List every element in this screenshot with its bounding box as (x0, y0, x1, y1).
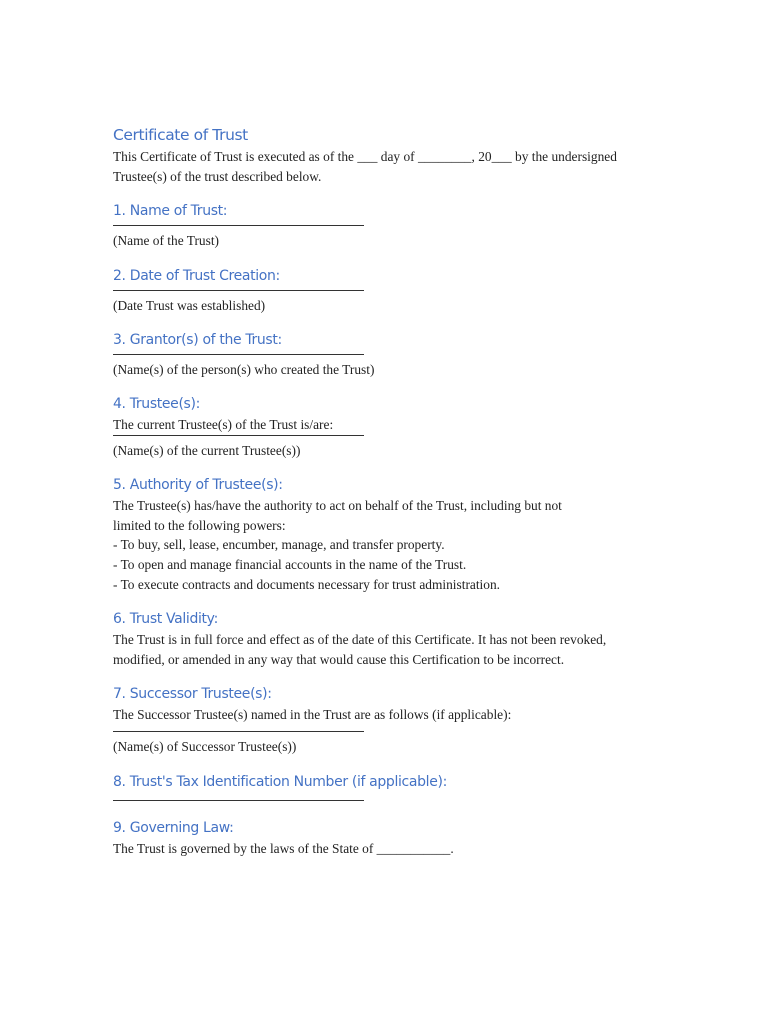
tax-id-blank-line (113, 800, 364, 801)
trustees-text: The current Trustee(s) of the Trust is/are: (113, 416, 334, 432)
successors-caption: (Name(s) of Successor Trustee(s)) (113, 738, 297, 754)
intro-line-1: This Certificate of Trust is executed as of the ___ day of ________, 20___ by the undersigned (113, 149, 617, 164)
validity-line-1: The Trust is in full force and effect as of the date of this Certificate. It has not been revoked, (113, 632, 607, 648)
authority-bullet: - To open and manage financial accounts in the name of the Trust. (113, 556, 467, 572)
heading-tax-identification-number: 8. Trust's Tax Identification Number (if applicable): (113, 773, 447, 790)
heading-authority-of-trustees: 5. Authority of Trustee(s): (113, 477, 283, 494)
document-title: Certificate of Trust (113, 126, 248, 144)
successors-text: The Successor Trustee(s) named in the Trust are as follows (if applicable): (113, 707, 512, 723)
governing-law-text: The Trust is governed by the laws of the State of ___________. (113, 840, 454, 856)
name-of-trust-blank-line (113, 225, 364, 226)
authority-line-2: limited to the following powers: (113, 517, 286, 533)
heading-governing-law: 9. Governing Law: (113, 819, 234, 836)
authority-bullet: - To execute contracts and documents necessary for trust administration. (113, 576, 501, 592)
authority-line-1: The Trustee(s) has/have the authority to act on behalf of the Trust, including but not (113, 498, 562, 514)
validity-line-2: modified, or amended in any way that would cause this Certification to be incorrect. (113, 651, 565, 667)
grantors-blank-line (113, 354, 364, 355)
heading-trustees: 4. Trustee(s): (113, 395, 200, 412)
name-of-trust-caption: (Name of the Trust) (113, 233, 219, 249)
heading-name-of-trust: 1. Name of Trust: (113, 203, 228, 220)
date-of-creation-caption: (Date Trust was established) (113, 297, 266, 313)
document-body (113, 124, 658, 858)
heading-grantors: 3. Grantor(s) of the Trust: (113, 332, 282, 349)
trustees-caption: (Name(s) of the current Trustee(s)) (113, 442, 301, 458)
date-of-creation-blank-line (113, 290, 364, 291)
trustees-blank-line (113, 435, 364, 436)
authority-bullet: - To buy, sell, lease, encumber, manage, and transfer property. (113, 537, 445, 553)
grantors-caption: (Name(s) of the person(s) who created the Trust) (113, 362, 375, 378)
heading-successor-trustees: 7. Successor Trustee(s): (113, 686, 272, 703)
heading-date-of-trust-creation: 2. Date of Trust Creation: (113, 267, 280, 284)
intro-line-2: Trustee(s) of the trust described below. (113, 168, 322, 184)
successors-blank-line (113, 731, 364, 732)
heading-trust-validity: 6. Trust Validity: (113, 611, 218, 628)
